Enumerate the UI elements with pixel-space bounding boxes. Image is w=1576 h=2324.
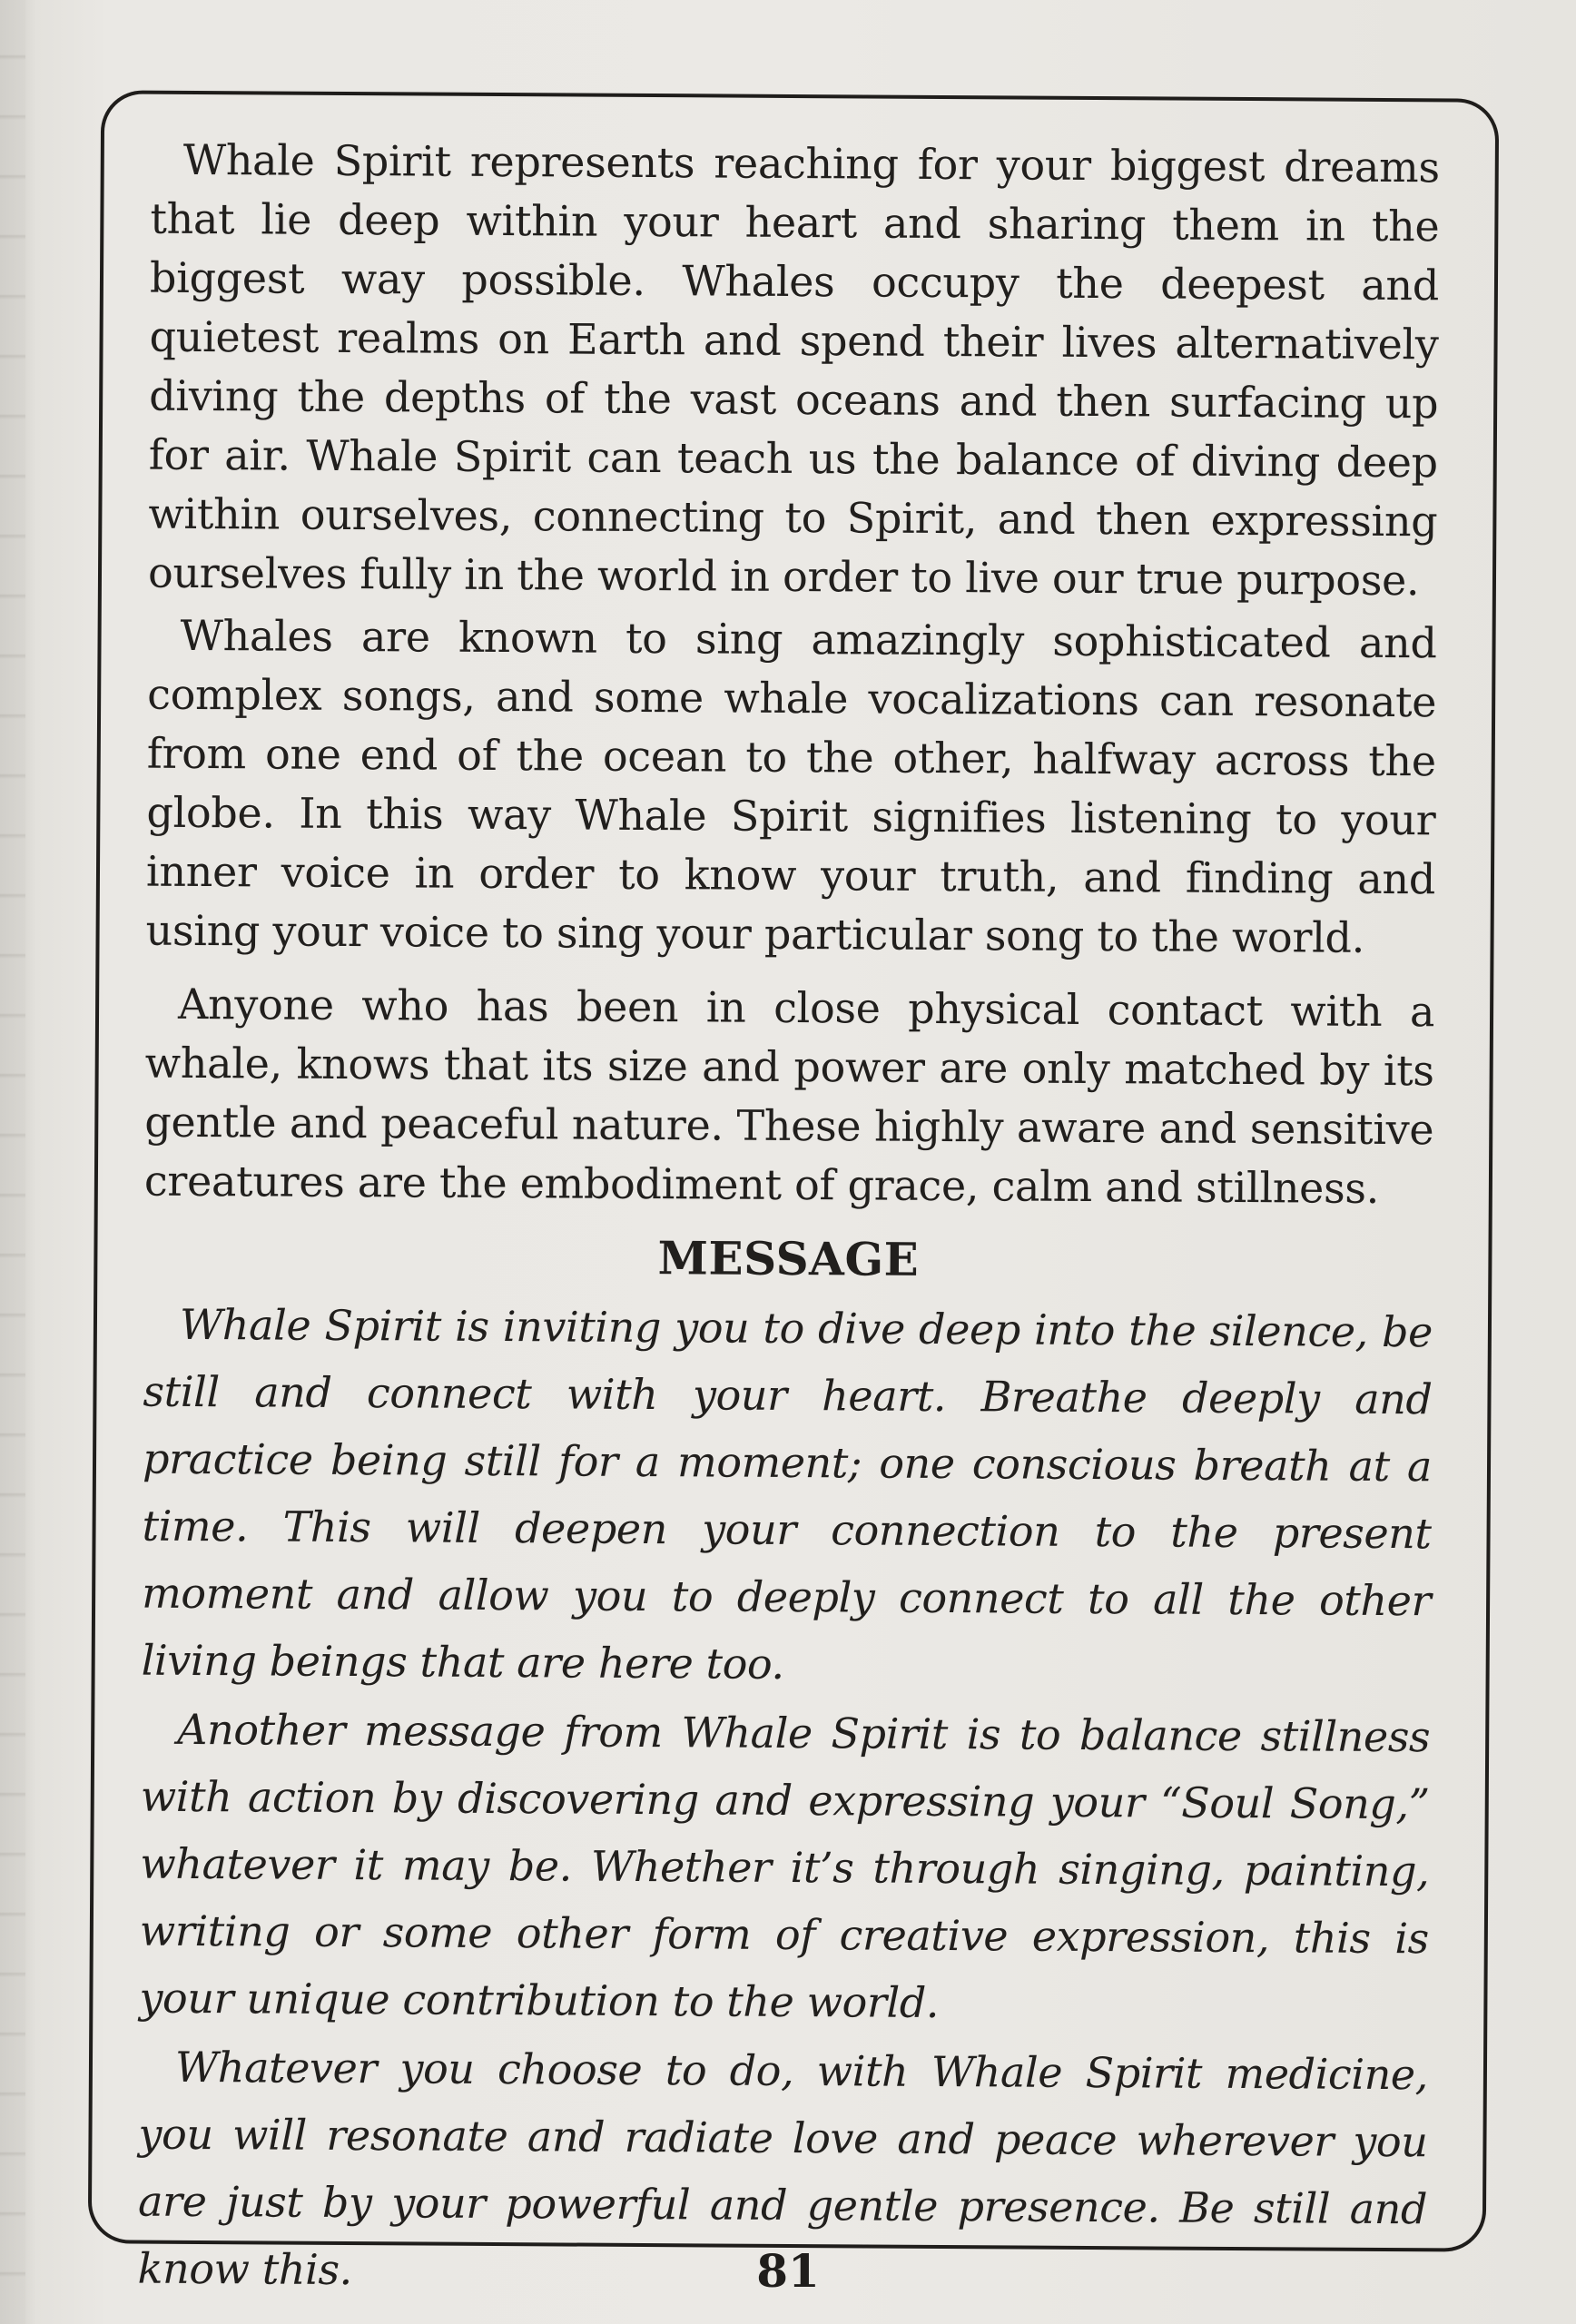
page-number: 81 [756, 2244, 820, 2298]
message-paragraph-1: Whale Spirit is inviting you to dive deep into the silence, be still and connect with your heart. Breathe deeply and practice being still for a moment; one conscious breath at a time. This will deepen your connection to the present moment and allow you to deeply connect to all the other living beings that are here too. [141, 1299, 1433, 1689]
message-paragraph-2: Another message from Whale Spirit is to balance stillness with action by discovering and expressing your “Soul Song,” whatever it may be. Whether it’s through singing, painting, writing or some other form of creative expression, this is your unique contribution to the world. [139, 1704, 1431, 2028]
body-paragraph-3: Anyone who has been in close physical contact with a whale, knows that its size and power are only matched by its gentle and peaceful nature. These highly aware and sensitive creatures are the embodiment of grace, calm and stillness. [143, 979, 1435, 1213]
message-paragraph-3: Whatever you choose to do, with Whale Spirit medicine, you will resonate and radiate love and peace wherever you are just by your powerful and gentle presence. Be still and know this. [137, 2042, 1429, 2295]
message-heading: MESSAGE [657, 1231, 920, 1286]
body-paragraph-2: Whales are known to sing amazingly sophisticated and complex songs, and some whale vocalizations can resonate from one end of the ocean to the other, halfway across the globe. In this way Whale Spirit signifies listening to your inner voice in order to know your truth, and finding and using your voice to sing your particular song to the world. [145, 610, 1437, 962]
text-area [137, 131, 1440, 2310]
binding-edge [0, 0, 25, 2324]
body-paragraph-1: Whale Spirit represents reaching for your biggest dreams that lie deep within your heart and sharing them in the biggest way possible. Whales occupy the deepest and quietest realms on Earth and spend their lives alternatively diving the depths of the vast oceans and then surfacing up for air. Whale Spirit can teach us the balance of diving deep within ourselves, connecting to Spirit, and then expressing ourselves fully in the world in order to live our true purpose. [147, 134, 1440, 606]
